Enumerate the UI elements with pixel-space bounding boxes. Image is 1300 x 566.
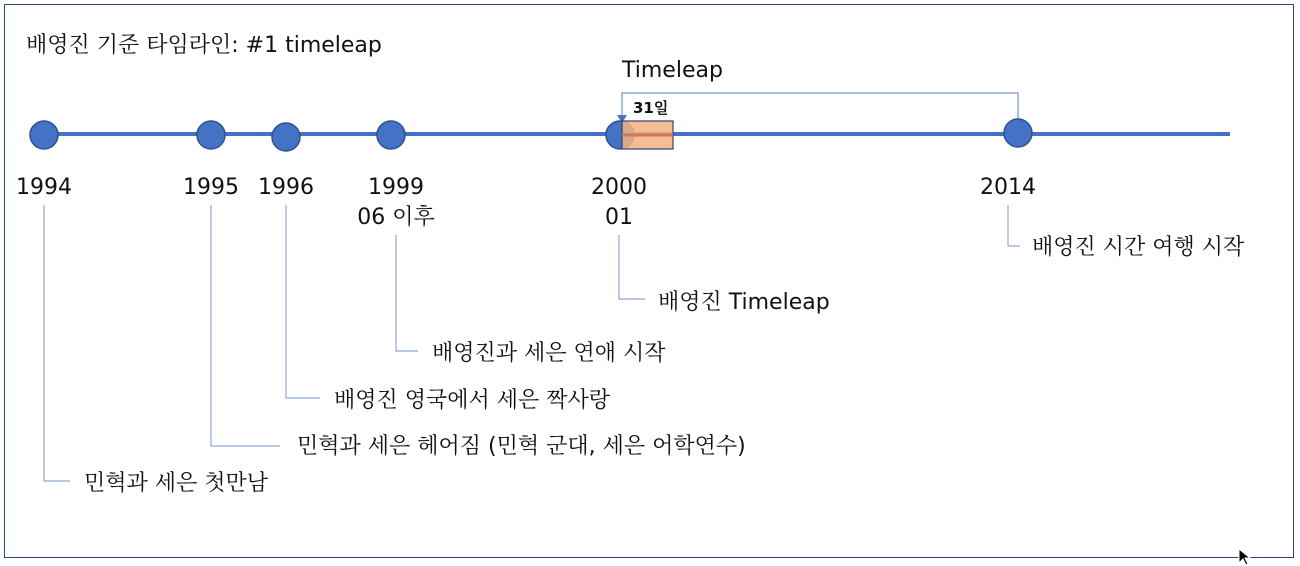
sub-label-2000: 01	[605, 205, 633, 230]
sub-label-1999: 06 이후	[357, 205, 435, 230]
year-label-2000: 2000	[591, 175, 647, 200]
milestone-1996	[258, 123, 611, 413]
event-label-2014: 배영진 시간 여행 시작	[1032, 235, 1245, 260]
milestone-dot-1995	[197, 121, 225, 149]
connector-1995	[211, 205, 280, 446]
mouse-cursor-icon	[1238, 548, 1254, 566]
connector-1994	[44, 205, 70, 481]
milestone-dot-1996	[272, 123, 300, 151]
connector-2014	[1008, 205, 1020, 246]
milestone-dot-2014	[1004, 119, 1032, 147]
year-label-2014: 2014	[980, 175, 1036, 200]
milestone-dot-1994	[30, 121, 58, 149]
event-label-2000: 배영진 Timeleap	[658, 290, 830, 315]
year-label-1995: 1995	[183, 175, 239, 200]
event-label-1995: 민혁과 세은 헤어짐 (민혁 군대, 세은 어학연수)	[297, 434, 746, 459]
timeleap-bracket-line	[622, 93, 1018, 125]
milestone-2014	[980, 119, 1245, 260]
milestone-2000	[591, 99, 830, 315]
year-label-1999: 1999	[368, 175, 424, 200]
timeleap-label: Timeleap	[622, 58, 723, 83]
connector-1999	[396, 235, 418, 351]
connector-1996	[286, 205, 320, 398]
duration-label: 31일	[633, 99, 669, 117]
milestone-dot-1999	[377, 121, 405, 149]
milestone-1999	[357, 121, 666, 366]
year-label-1994: 1994	[16, 175, 72, 200]
event-label-1994: 민혁과 세은 첫만남	[84, 471, 269, 496]
diagram-title: 배영진 기준 타임라인: #1 timeleap	[26, 33, 382, 58]
connector-2000	[619, 235, 645, 299]
event-label-1999: 배영진과 세은 연애 시작	[432, 341, 666, 366]
year-label-1996: 1996	[258, 175, 314, 200]
event-label-1996: 배영진 영국에서 세은 짝사랑	[334, 388, 611, 413]
